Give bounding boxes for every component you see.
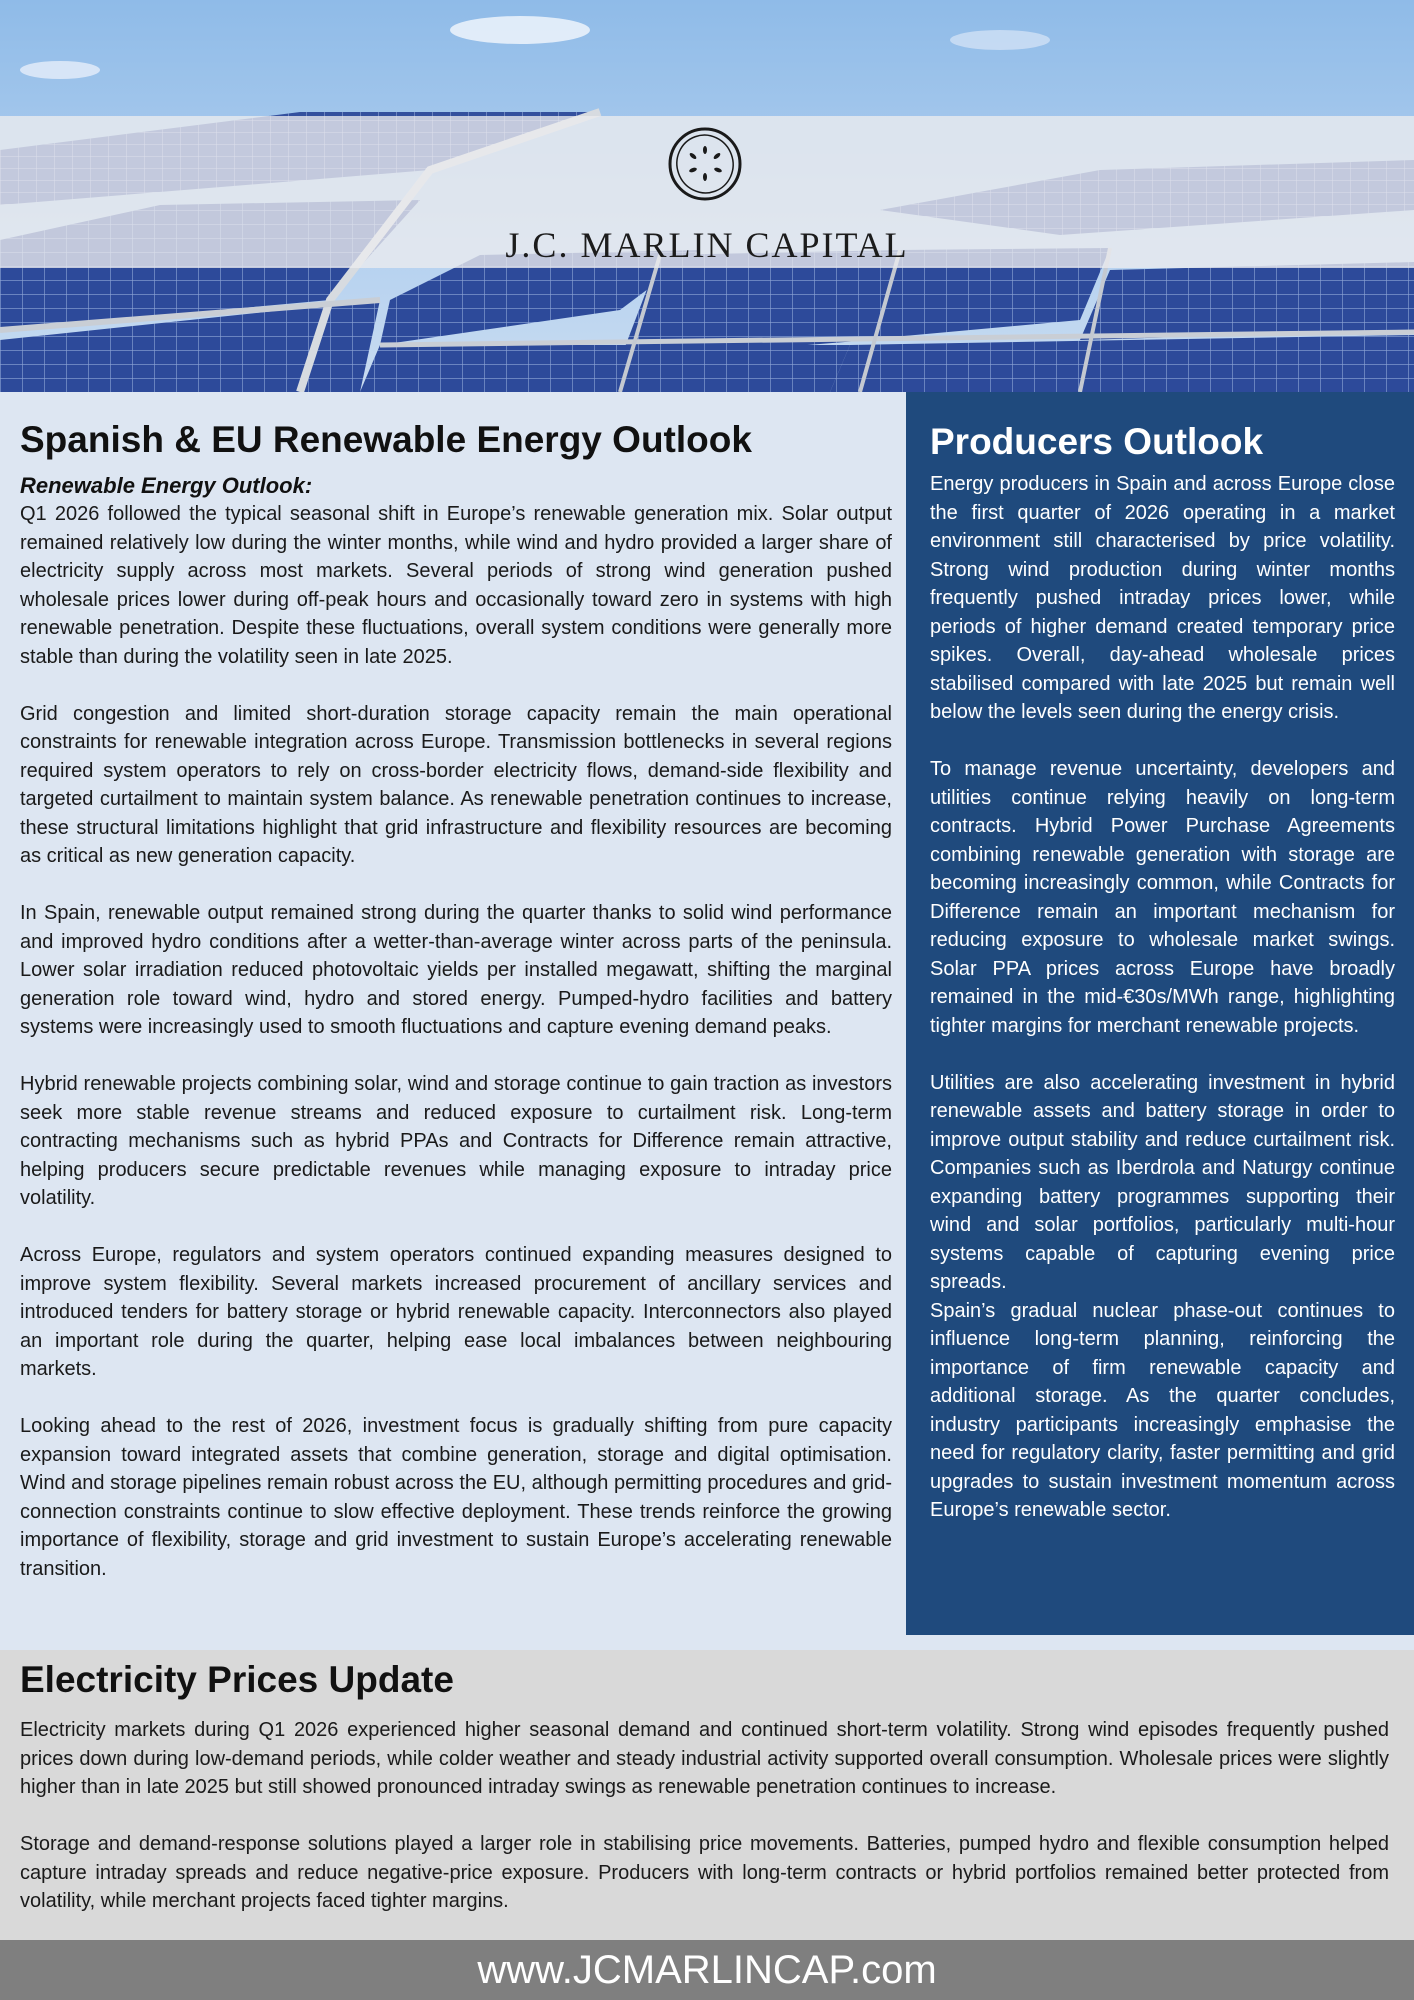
prices-paragraph: Electricity markets during Q1 2026 experienced higher seasonal demand and continued short-term volatility. Strong wind episodes frequently pushed prices down during low-demand periods, while colder weather and steady industrial activity supported overall consumption. Wholesale prices were slightly higher than in late 2025 but still showed pronounced intraday swings as renewable penetration continues to increase. [20, 1719, 1389, 1799]
outlook-section [0, 392, 906, 1650]
outlook-paragraph: Looking ahead to the rest of 2026, investment focus is gradually shifting from pure capacity expansion toward integrated assets that combine generation, storage and digital optimisation. Wind and storage pipelines remain robust across the EU, although permitting procedures and grid-connection constraints continue to slow effective deployment. These trends reinforce the growing importance of flexibility, storage and grid investment to sustain Europe’s accelerating renewable transition. [20, 1415, 892, 1580]
producers-paragraph: To manage revenue uncertainty, developers and utilities continue relying heavily on long-term contracts. Hybrid Power Purchase Agreements combining renewable generation with storage are becoming increasingly common, while Contracts for Difference remain an important mechanism for reducing exposure to wholesale market swings. Solar PPA prices across Europe have broadly remained in the mid-€30s/MWh range, highlighting tighter margins for merchant renewable projects. [930, 758, 1395, 1037]
footer-website-link[interactable]: www.JCMARLINCAP.com [0, 1940, 1414, 2000]
outlook-paragraph: Hybrid renewable projects combining solar, wind and storage continue to gain traction as investors seek more stable revenue streams and reduced exposure to curtailment risk. Long-term contracting mechanisms such as hybrid PPAs and Contracts for Difference remain attractive, helping producers secure predictable revenues while managing exposure to intraday price volatility. [20, 1073, 892, 1210]
producers-paragraph: Energy producers in Spain and across Europe close the first quarter of 2026 operating in a market environment still characterised by price volatility. Strong wind production during winter months frequently pushed intraday prices lower, while periods of higher demand created temporary price spikes. Overall, day-ahead wholesale prices stabilised compared with late 2025 but remain well below the levels seen during the energy crisis. [930, 473, 1395, 724]
producers-paragraph: Spain’s gradual nuclear phase-out continues to influence long-term planning, reinforcing the importance of firm renewable capacity and additional storage. As the quarter concludes, industry participants increasingly emphasise the need for regulatory clarity, faster permitting and grid upgrades to sustain investment momentum across Europe’s renewable sector. [930, 1299, 1395, 1522]
outlook-paragraph: Grid congestion and limited short-duration storage capacity remain the main operational constraints for renewable integration across Europe. Transmission bottlenecks in several regions required system operators to rely on cross-border electricity flows, demand-side flexibility and targeted curtailment to maintain system balance. As renewable penetration continues to increase, these structural limitations highlight that grid infrastructure and flexibility resources are becoming as critical as new generation capacity. [20, 702, 892, 868]
kiwi-fruit-icon [664, 124, 746, 206]
electricity-prices-section [0, 1650, 1414, 1940]
outlook-paragraph: Across Europe, regulators and system operators continued expanding measures designed to improve system flexibility. Several markets increased procurement of ancillary services and introduced tenders for battery storage or hybrid renewable capacity. Interconnectors also played an important role during the quarter, helping ease local imbalances between neighbouring markets. [20, 1244, 892, 1381]
outlook-paragraph: In Spain, renewable output remained strong during the quarter thanks to solid wind performance and improved hydro conditions after a wetter-than-average winter across parts of the peninsula. Lower solar irradiation reduced photovoltaic yields per installed megawatt, shifting the marginal generation role toward wind, hydro and stored energy. Pumped-hydro facilities and battery systems were increasingly used to smooth fluctuations and capture evening demand peaks. [20, 902, 892, 1039]
producers-paragraph: Utilities are also accelerating investment in hybrid renewable assets and battery storage in order to improve output stability and reduce curtailment risk. Companies such as Iberdrola and Naturgy continue expanding battery programmes supporting their wind and solar portfolios, particularly multi-hour systems capable of capturing evening price spreads. [930, 1071, 1395, 1294]
page-title: Spanish & EU Renewable Energy Outlook [20, 419, 752, 460]
brand-name: J.C. MARLIN CAPITAL [505, 225, 909, 265]
prices-paragraph: Storage and demand-response solutions played a larger role in stabilising price movements. Batteries, pumped hydro and flexible consumption helped capture intraday spreads and reduce negative-price exposure. Producers with long-term contracts or hybrid portfolios remained better protected from volatility, while merchant projects faced tighter margins. [20, 1833, 1389, 1913]
hero-banner [0, 0, 1414, 392]
outlook-paragraph: Q1 2026 followed the typical seasonal shift in Europe’s renewable generation mix. Solar output remained relatively low during the winter months, while wind and hydro provided a larger share of electricity supply across most markets. Several periods of strong wind generation pushed wholesale prices lower during off-peak hours and occasionally toward zero in systems with high renewable penetration. Despite these fluctuations, overall system conditions were generally more stable than during the volatility seen in late 2025. [20, 503, 892, 668]
producers-title: Producers Outlook [930, 421, 1264, 462]
section-subtitle: Renewable Energy Outlook: [20, 473, 313, 499]
producers-outlook-panel [906, 392, 1414, 1635]
prices-title: Electricity Prices Update [20, 1659, 454, 1700]
